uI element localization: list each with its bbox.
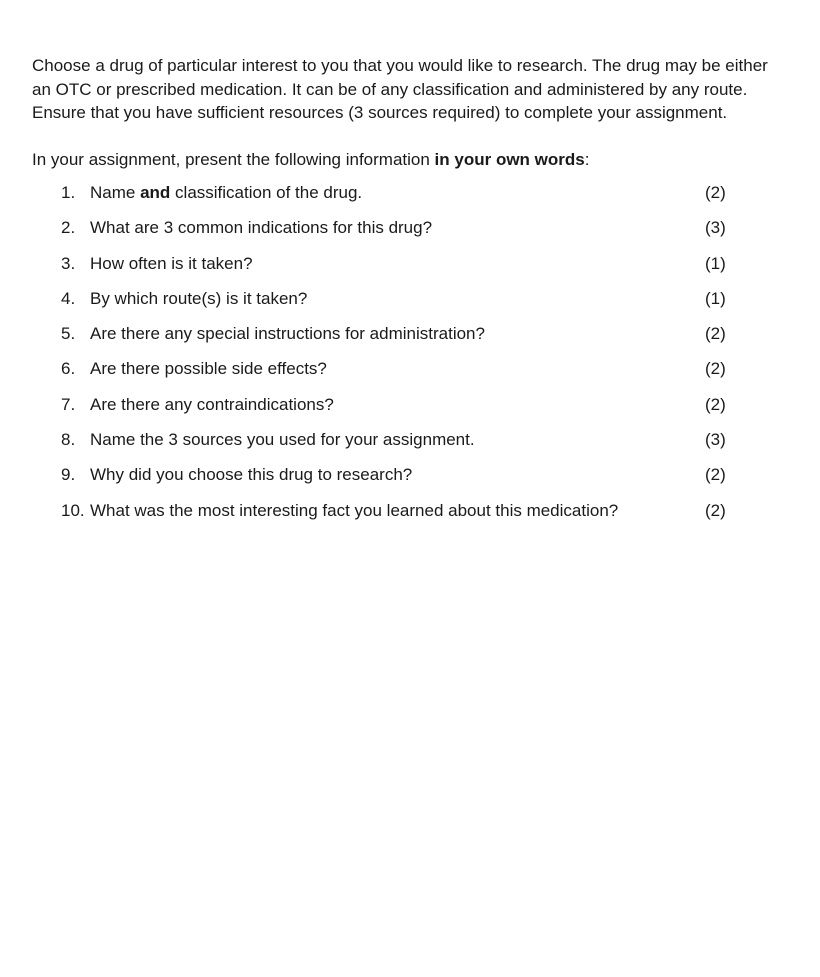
- question-text: How often is it taken?: [90, 253, 253, 273]
- question-number: 4.: [61, 288, 76, 308]
- question-marks: (3): [705, 430, 726, 450]
- question-marks: (2): [705, 394, 726, 414]
- question-text: By which route(s) is it taken?: [90, 288, 308, 308]
- question-marks: (1): [705, 288, 726, 308]
- question-text: Are there any special instructions for administration?: [90, 324, 485, 344]
- question-text-bold: and: [140, 183, 171, 202]
- question-item-7: [32, 393, 792, 428]
- question-list: [32, 181, 792, 534]
- question-text: Name the 3 sources you used for your assignment.: [90, 430, 475, 450]
- question-text: What are 3 common indications for this drug?: [90, 218, 433, 238]
- question-marks: (2): [705, 183, 726, 202]
- question-text-before: Name: [90, 183, 141, 202]
- question-number: 3.: [61, 253, 76, 273]
- question-text: [90, 181, 362, 205]
- question-item-4: [32, 287, 792, 322]
- document-page: [32, 54, 792, 534]
- question-number: 8.: [61, 430, 76, 450]
- question-number: 9.: [61, 465, 76, 485]
- question-item-1: [32, 181, 792, 216]
- question-item-3: [32, 252, 792, 287]
- question-text: What was the most interesting fact you learned about this medication?: [90, 500, 619, 520]
- question-number: 2.: [61, 218, 76, 238]
- question-marks: (2): [705, 500, 726, 520]
- question-item-9: [32, 463, 792, 498]
- question-number: 7.: [61, 394, 76, 414]
- question-marks: (3): [705, 218, 726, 238]
- question-item-8: [32, 428, 792, 463]
- question-number: 5.: [61, 324, 76, 344]
- question-text: Are there any contraindications?: [90, 394, 334, 414]
- intro-paragraph: Choose a drug of particular interest to you that you would like to research. The drug may be either an OTC or prescribed medication. It can be of any classification and administered by any route. Ensure that you have sufficient resources (3 sources required) to complete your assignment.: [32, 56, 768, 122]
- instruction-line: [32, 148, 792, 172]
- question-marks: (2): [705, 359, 726, 379]
- question-text-after: classification of the drug.: [170, 183, 363, 202]
- question-number: 1.: [61, 183, 76, 202]
- question-number: 10.: [61, 500, 85, 520]
- question-item-10: [32, 499, 792, 534]
- question-marks: (1): [705, 253, 726, 273]
- question-number: 6.: [61, 359, 76, 379]
- question-text: Why did you choose this drug to research?: [90, 465, 413, 485]
- question-text: Are there possible side effects?: [90, 359, 327, 379]
- instruction-prefix: In your assignment, present the following information: [32, 149, 435, 169]
- question-item-2: [32, 216, 792, 251]
- question-marks: (2): [705, 465, 726, 485]
- instruction-suffix: :: [584, 149, 590, 169]
- instruction-emphasis: in your own words: [434, 149, 585, 169]
- question-item-5: [32, 322, 792, 357]
- question-item-6: [32, 357, 792, 392]
- question-marks: (2): [705, 324, 726, 344]
